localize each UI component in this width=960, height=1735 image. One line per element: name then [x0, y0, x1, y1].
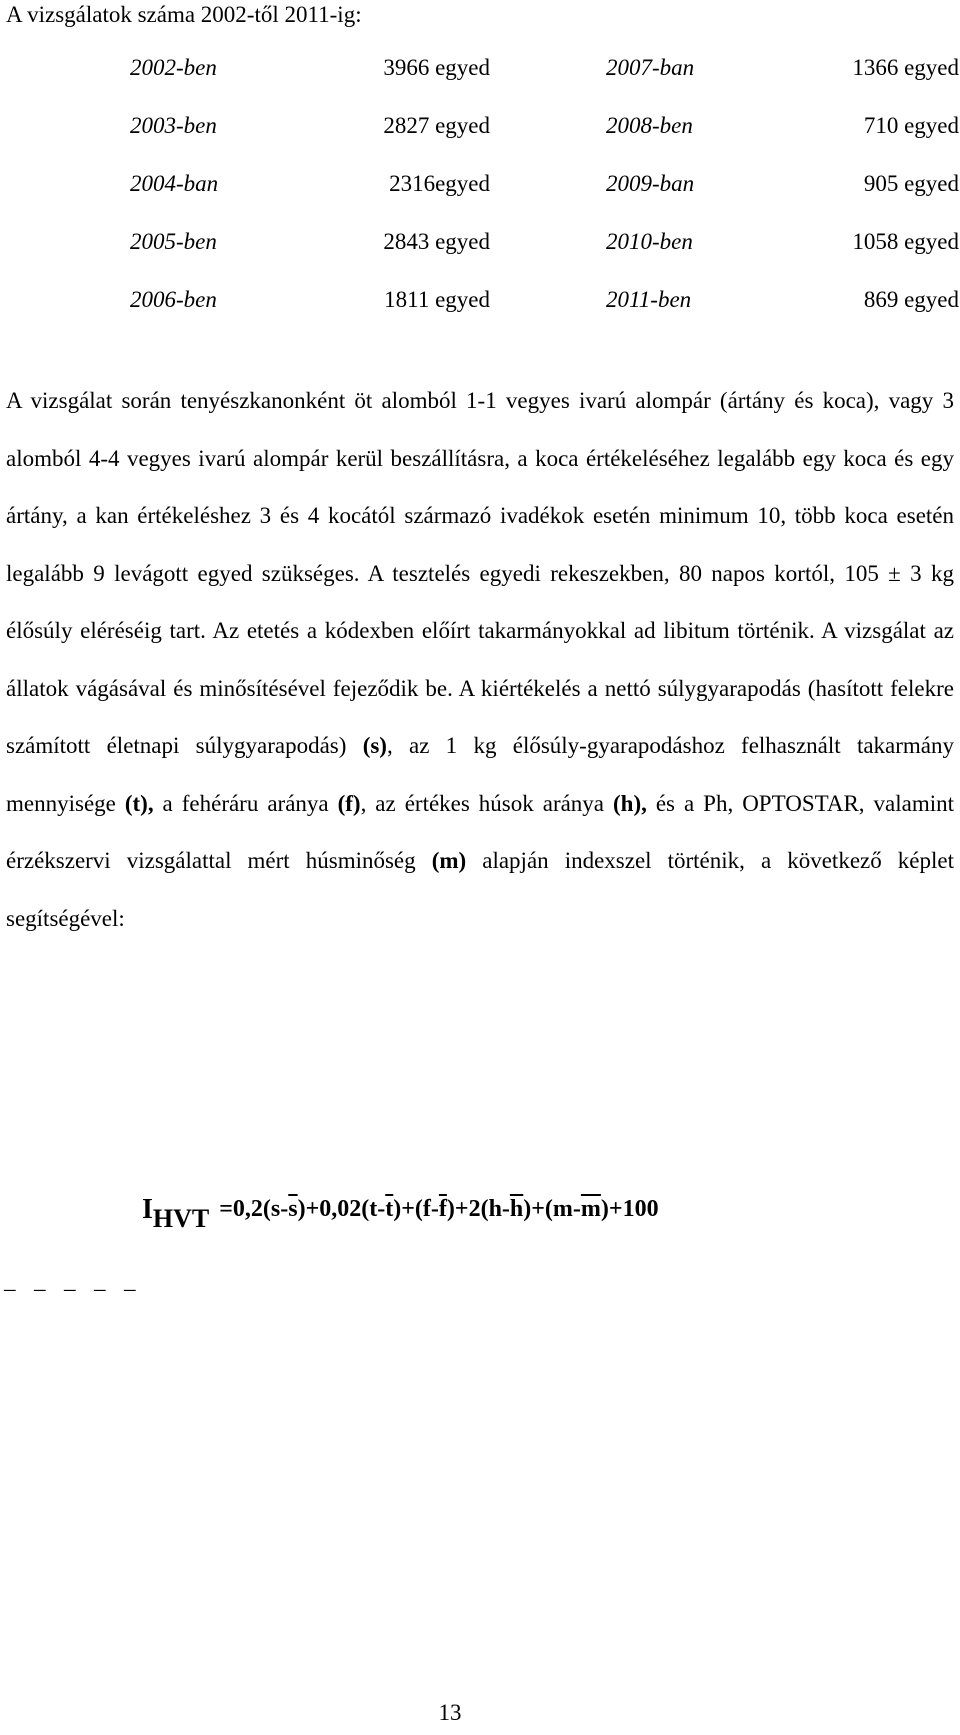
formula-part: )+(m-: [523, 1196, 581, 1222]
underscore-mark: _: [34, 1268, 46, 1293]
formula-part: )+2(h-: [446, 1196, 510, 1222]
count-left: 2316egyed: [389, 171, 490, 196]
formula-subscript: HVT: [152, 1204, 210, 1233]
year-right: 2007-ban: [606, 55, 695, 80]
count-right: 710 egyed: [863, 113, 959, 138]
count-right: 1366 egyed: [852, 55, 959, 80]
symbol-f: (f): [337, 790, 361, 816]
count-left: 1811 egyed: [384, 287, 490, 312]
table-row: [0, 113, 960, 171]
count-left: 3966 egyed: [383, 55, 490, 80]
formula-index-letter: I: [142, 1194, 153, 1225]
count-right: 1058 egyed: [852, 229, 959, 254]
count-right: 905 egyed: [863, 171, 959, 196]
year-right: 2011-ben: [606, 287, 692, 312]
page-number-text: 13: [438, 1700, 462, 1725]
symbol-t: (t),: [124, 790, 154, 816]
formula-mean-t: $\overline{t}$: [385, 1196, 394, 1222]
year-right: 2008-ben: [606, 113, 693, 138]
paragraph-text: , az értékes húsok aránya: [360, 790, 613, 816]
count-left: 2843 egyed: [383, 229, 490, 254]
paragraph-text: a fehéráru aránya: [153, 790, 338, 816]
symbol-s: (s): [362, 733, 387, 758]
year-left: 2005-ben: [130, 229, 217, 254]
method-paragraph: [6, 372, 954, 947]
year-left: 2003-ben: [130, 113, 217, 138]
year-left: 2004-ban: [130, 171, 219, 196]
underscore-mark: _: [4, 1268, 16, 1293]
paragraph-text: A vizsgálat során tenyészkanonként öt alomból 1-1 vegyes ivarú alompár (ártány és koca), vagy 3 alomból 4-4 vegyes ivarú alompár kerül beszállításra, a koca értékeléséhez legalább egy koca és egy ártány, a kan értékeléshez 3 és 4 kocától származó ivadékok esetén minimum 10, több koca esetén legalább 9 levágott egyed szükséges. A tesztelés egyedi rekeszekben, 80 napos kortól, 105 ± 3 kg élősúly eléréséig tart. Az etetés a kódexben előírt takarmányokkal ad libitum történik. A vizsgálat az állatok vágásával és minősítésével fejeződik be. A kiértékelés a nettó súlygyarapodás (hasított felekre számított életnapi súlygyarapodás): [6, 388, 954, 758]
stray-underscores: [4, 1268, 154, 1294]
formula-mean-s: $\overline{s}$: [288, 1196, 298, 1222]
formula-mean-f: $\overline{f}$: [438, 1196, 447, 1222]
formula-mean-m: $\overline{m}$: [580, 1196, 601, 1222]
page-number: [0, 1700, 940, 1726]
formula-part: )+0,02(t-: [297, 1196, 386, 1222]
symbol-h: (h),: [613, 790, 647, 816]
table-row: [0, 229, 960, 287]
test-count-table: [0, 55, 960, 345]
section-heading: A vizsgálatok száma 2002-től 2011-ig:: [6, 2, 362, 27]
paragraph-text: , az 1 kg élősúly-gyarapodáshoz felhasznált takarmány mennyisége: [6, 733, 955, 816]
underscore-mark: _: [124, 1268, 136, 1293]
count-right: 869 egyed: [863, 287, 959, 312]
formula-part: )+100: [600, 1196, 659, 1222]
year-right: 2009-ban: [606, 171, 695, 196]
index-formula: [142, 1194, 659, 1233]
year-left: 2006-ben: [130, 287, 217, 312]
formula-expression: [219, 1196, 658, 1222]
table-row: [0, 171, 960, 229]
underscore-mark: _: [64, 1268, 76, 1293]
formula-part: =0,2(s-: [219, 1196, 289, 1222]
table-row: [0, 287, 960, 345]
formula-mean-h: $\overline{h}$: [509, 1196, 524, 1222]
table-row: [0, 55, 960, 113]
formula-part: )+(f-: [393, 1196, 439, 1222]
paragraph-text: és a Ph, OPTOSTAR, valamint érzékszervi vizsgálattal mért húsminőség: [6, 790, 954, 873]
count-left: 2827 egyed: [383, 113, 490, 138]
underscore-mark: _: [94, 1268, 106, 1293]
symbol-m: (m): [431, 848, 467, 873]
year-right: 2010-ben: [606, 229, 693, 254]
paragraph-text: alapján indexszel történik, a következő képlet segítségével:: [6, 848, 954, 931]
year-left: 2002-ben: [130, 55, 217, 80]
